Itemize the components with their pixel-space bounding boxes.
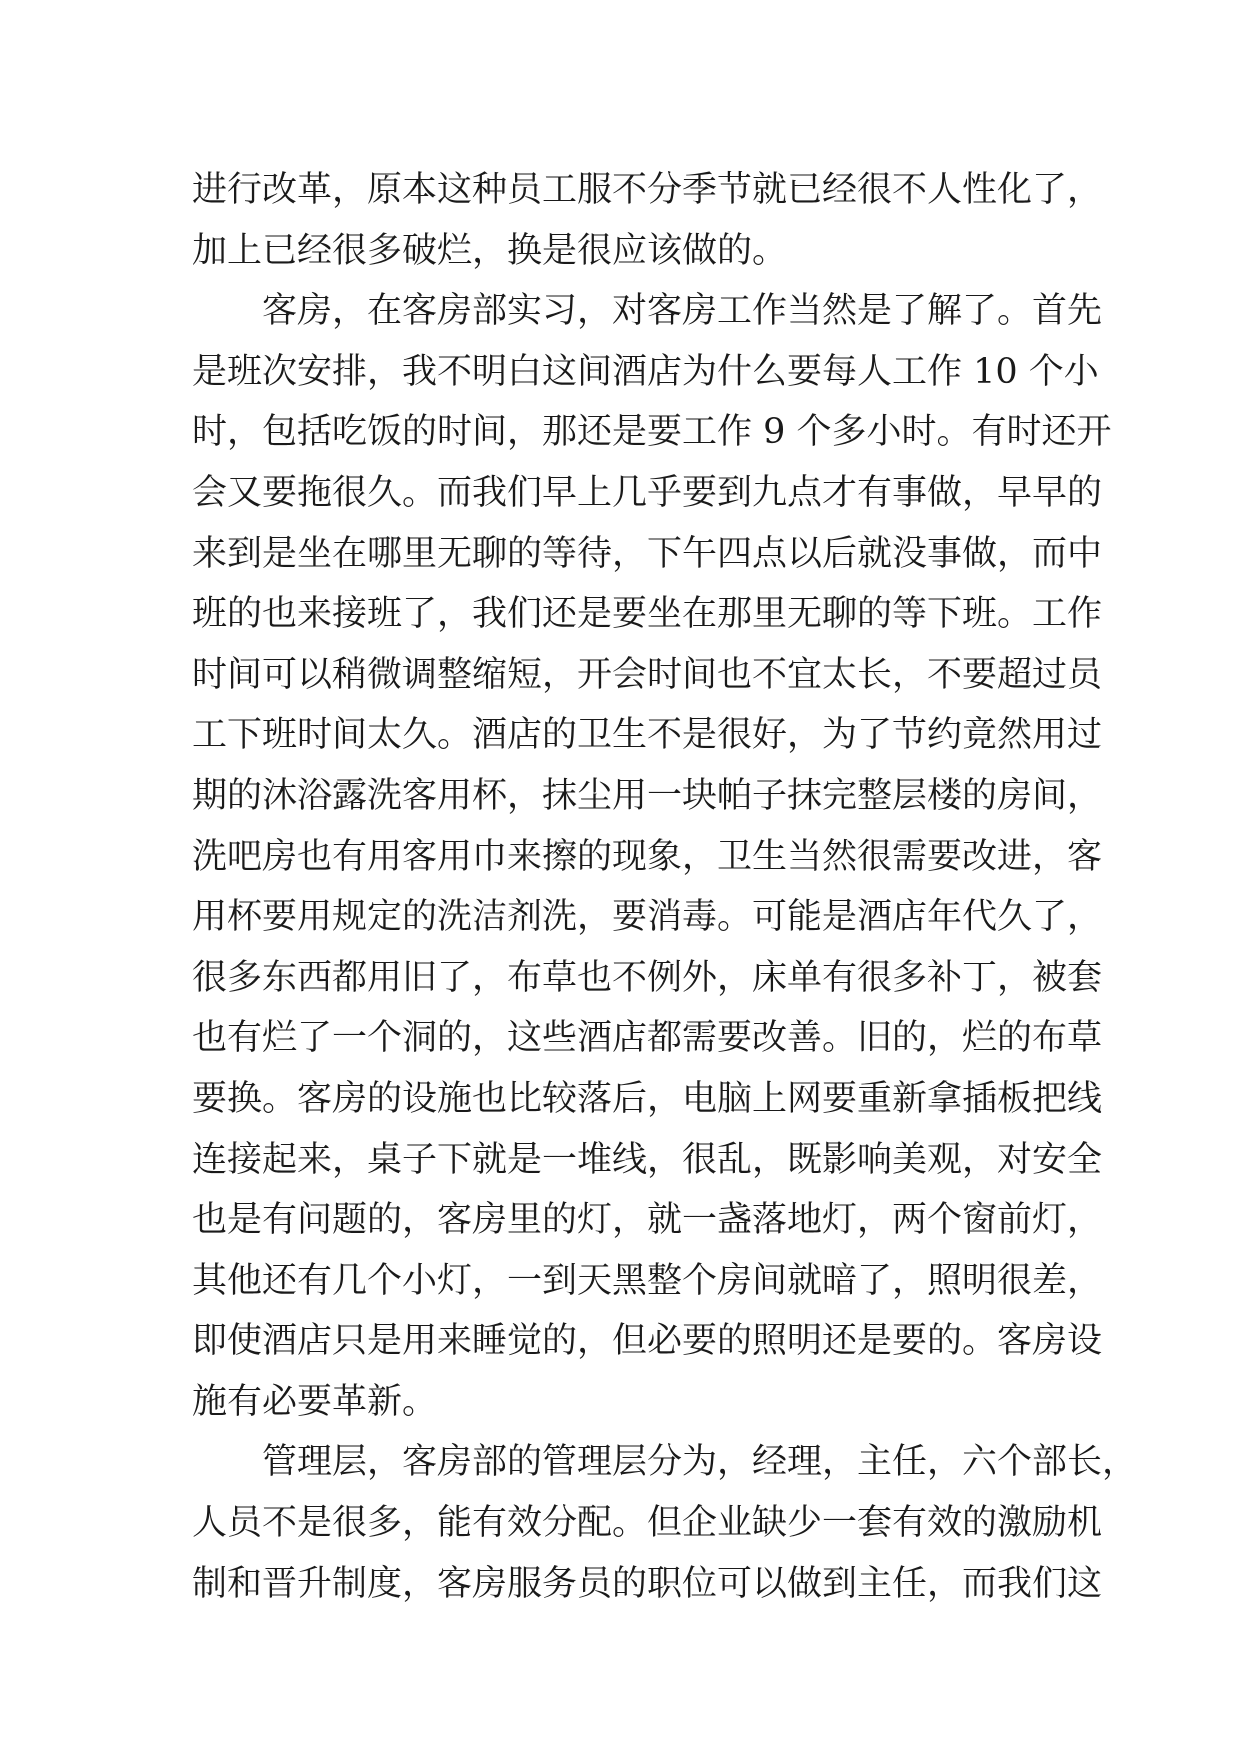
text-line: 管理层，客房部的管理层分为，经理，主任，六个部长， — [262, 1442, 1138, 1483]
text-line: 工下班时间太久。酒店的卫生不是很好，为了节约竟然用过 — [192, 715, 1103, 756]
text-line: 洗吧房也有用客用巾来擦的现象，卫生当然很需要改进，客 — [192, 836, 1103, 877]
text-line: 连接起来，桌子下就是一堆线，很乱，既影响美观，对安全 — [192, 1139, 1103, 1180]
text-line: 时间可以稍微调整缩短，开会时间也不宜太长，不要超过员 — [192, 654, 1103, 695]
text-line: 会又要拖很久。而我们早上几乎要到九点才有事做，早早的 — [192, 472, 1103, 513]
text-line: 其他还有几个小灯，一到天黑整个房间就暗了，照明很差， — [192, 1260, 1103, 1301]
text-line: 加上已经很多破烂，换是很应该做的。 — [192, 230, 788, 271]
text-line: 制和晋升制度，客房服务员的职位可以做到主任，而我们这 — [192, 1563, 1103, 1604]
text-line: 进行改革，原本这种员工服不分季节就已经很不人性化了， — [192, 170, 1103, 210]
paragraph-management — [192, 1432, 1138, 1614]
text-line: 客房，在客房部实习，对客房工作当然是了解了。首先 — [262, 291, 1103, 332]
text-line: 也有烂了一个洞的，这些酒店都需要改善。旧的，烂的布草 — [192, 1018, 1103, 1059]
text-line: 很多东西都用旧了，布草也不例外，床单有很多补丁，被套 — [192, 957, 1103, 998]
paragraph-uniform-reform — [192, 160, 1103, 281]
text-line: 要换。客房的设施也比较落后，电脑上网要重新拿插板把线 — [192, 1078, 1103, 1119]
text-line: 来到是坐在哪里无聊的等待，下午四点以后就没事做，而中 — [192, 533, 1103, 574]
text-line: 人员不是很多，能有效分配。但企业缺少一套有效的激励机 — [192, 1503, 1103, 1544]
text-line: 时，包括吃饭的时间，那还是要工作 9 个多小时。有时还开 — [192, 412, 1112, 453]
text-line: 用杯要用规定的洗洁剂洗，要消毒。可能是酒店年代久了， — [192, 897, 1103, 938]
text-line: 期的沐浴露洗客用杯，抹尘用一块帕子抹完整层楼的房间， — [192, 775, 1103, 816]
document-body — [192, 160, 1138, 1614]
text-line: 是班次安排，我不明白这间酒店为什么要每人工作 10 个小 — [192, 351, 1099, 392]
text-line: 班的也来接班了，我们还是要坐在那里无聊的等下班。工作 — [192, 594, 1103, 635]
paragraph-guest-rooms — [192, 281, 1112, 1432]
text-line: 即使酒店只是用来睡觉的，但必要的照明还是要的。客房设 — [192, 1321, 1103, 1362]
text-line: 也是有问题的，客房里的灯，就一盏落地灯，两个窗前灯， — [192, 1200, 1103, 1241]
text-line: 施有必要革新。 — [192, 1381, 438, 1422]
